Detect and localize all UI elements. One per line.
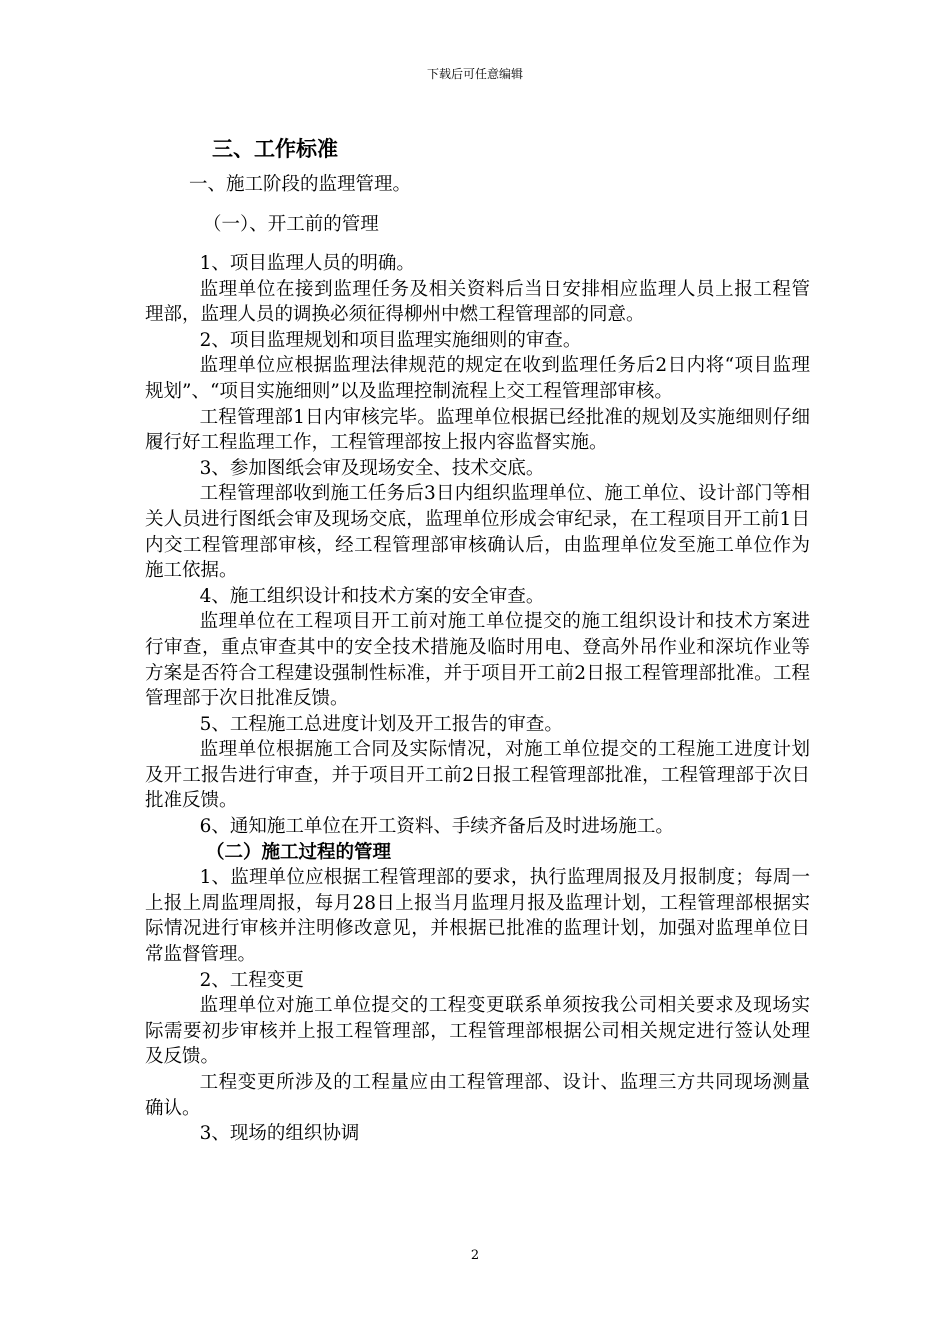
paragraph: 2、项目监理规划和项目监理实施细则的审查。 <box>199 329 582 351</box>
page-number: 2 <box>470 1248 480 1263</box>
paragraph: 监理单位根据施工合同及实际情况，对施工单位提交的工程施工进度计划及开工报告进行审查，并于项目开工前2日报工程管理部批准，工程管理部于次日批准反馈。 <box>145 739 810 812</box>
paragraph: 监理单位在工程项目开工前对施工单位提交的施工组织设计和技术方案进行审查，重点审查其中的安全技术措施及临时用电、登高外吊作业和深坑作业等方案是否符合工程建设强制性标准，并于项目开工前2日报工程管理部批准。工程管理部于次日批准反馈。 <box>145 611 810 710</box>
section-title: 三、工作标准 <box>212 136 338 161</box>
paragraph: 监理单位在接到监理任务及相关资料后当日安排相应监理人员上报工程管理部，监理人员的调换必须征得柳州中燃工程管理部的同意。 <box>145 278 810 326</box>
part1-title: （一）、开工前的管理 <box>203 214 379 235</box>
paragraph: 监理单位对施工单位提交的工程变更联系单须按我公司相关要求及现场实际需要初步审核并上报工程管理部，工程管理部根据公司相关规定进行签认处理及反馈。 <box>145 995 810 1068</box>
paragraph: 1、监理单位应根据工程管理部的要求，执行监理周报及月报制度；每周一上报上周监理周报，每月28日上报当月监理月报及监理计划，工程管理部根据实际情况进行审核并注明修改意见，并根据已批准的监理计划，加强对监理单位日常监督管理。 <box>145 867 810 966</box>
paragraph: 3、参加图纸会审及现场安全、技术交底。 <box>199 457 545 479</box>
paragraph: 工程管理部收到施工任务后3日内组织监理单位、施工单位、设计部门等相关人员进行图纸会审及现场交底，监理单位形成会审纪录，在工程项目开工前1日内交工程管理部审核，经工程管理部审核确认后，由监理单位发至施工单位作为施工依据。 <box>145 483 810 582</box>
document-body <box>145 132 810 1147</box>
paragraph: 工程管理部1日内审核完毕。监理单位根据已经批准的规划及实施细则仔细履行好工程监理工作，工程管理部按上报内容监督实施。 <box>145 406 810 454</box>
paragraph: 6、通知施工单位在开工资料、手续齐备后及时进场施工。 <box>199 816 674 838</box>
paragraph: 4、施工组织设计和技术方案的安全审查。 <box>199 585 545 607</box>
paragraph: 监理单位应根据监理法律规范的规定在收到监理任务后2日内将“项目监理规划”、“项目实施细则”以及监理控制流程上交工程管理部审核。 <box>145 355 810 402</box>
part2-title: （二）施工过程的管理 <box>206 841 392 863</box>
page-header: 下载后可任意编辑 <box>426 67 523 81</box>
paragraph: 1、项目监理人员的明确。 <box>199 253 415 274</box>
paragraph: 3、现场的组织协调 <box>199 1123 360 1145</box>
paragraph: 2、工程变更 <box>199 969 304 991</box>
paragraph: 工程变更所涉及的工程量应由工程管理部、设计、监理三方共同现场测量确认。 <box>145 1072 810 1119</box>
paragraph: 5、工程施工总进度计划及开工报告的审查。 <box>199 713 563 735</box>
subsection-title: 一、施工阶段的监理管理。 <box>189 174 412 195</box>
